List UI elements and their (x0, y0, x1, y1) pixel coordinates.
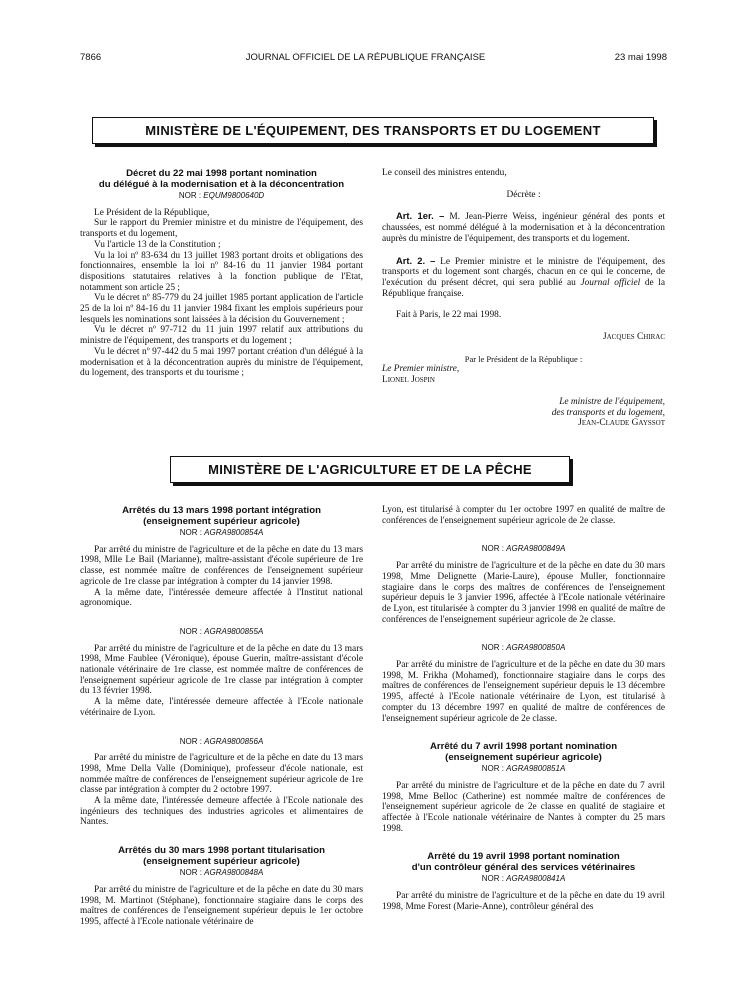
arrete-title-line2: (enseignement supérieur agricole) (143, 516, 300, 527)
article-2-label: Art. 2. – (396, 254, 436, 266)
arrete-nor (382, 764, 665, 775)
nor-code: AGRA9800854A (204, 528, 264, 537)
arrete-title-line1: Arrêté du 7 avril 1998 portant nomination (429, 741, 618, 753)
arrete-paragraph: A la même date, l'intéressée demeure affectée à l'Ecole nationale vétérinaire de Lyon. (80, 697, 363, 718)
decret-column-right (382, 168, 665, 429)
arrete-nor (80, 627, 363, 638)
arrete-paragraph: Par arrêté du ministre de l'agriculture et de la pêche en date du 30 mars 1998, M. Martinot (Stéphane), fonctionnaire stagiaire dans le corps des maîtres de conférences de l'enseignement supérieur depuis le 1er octobre 1995, affecté à l'Ecole nationale vétérinaire de (80, 884, 363, 927)
arrete-nor (80, 868, 363, 879)
decret-paragraph: Sur le rapport du Premier ministre et du ministre de l'équipement, des transports et du logement, (80, 218, 363, 240)
decret-paragraph: Vu le décret nº 97-712 du 11 juin 1997 relatif aux attributions du ministre de l'équipement, des transports et du logement ; (80, 325, 363, 347)
article-1-label: Art. 1er. – (396, 210, 445, 222)
arrete-title-line1: Arrêté du 19 avril 1998 portant nomination (427, 851, 620, 863)
arrete-nor (382, 544, 665, 555)
decret-title-line2: du délégué à la modernisation et à la déconcentration (98, 179, 345, 190)
decret-paragraph: Vu l'article 13 de la Constitution ; (94, 239, 221, 250)
ministry-heading-agriculture: MINISTÈRE DE L'AGRICULTURE ET DE LA PÊCHE (170, 456, 570, 483)
nor-code: AGRA9800849A (506, 544, 566, 554)
arrete-paragraph: Par arrêté du ministre de l'agriculture et de la pêche en date du 19 avril 1998, Mme Forest (Marie-Anne), contrôleur général des (382, 891, 665, 912)
arrete-paragraph: Lyon, est titularisé à compter du 1er octobre 1997 en qualité de maître de conférences de l'enseignement supérieur agricole de 2e classe. (382, 505, 665, 526)
article-2-journal: Journal officiel (580, 277, 641, 288)
nor-code: AGRA9800856A (204, 736, 264, 746)
page-number: 7866 (80, 52, 102, 63)
arrete-paragraph: Par arrêté du ministre de l'agriculture et de la pêche en date du 7 avril 1998, Mme Belloc (Catherine) est nommée maître de conférences de l'enseignement supérieur agricole de 2e classe en qualité de stagiaire et affectée à l'Ecole nationale vétérinaire de Nantes à compter du 25 mars 1998. (382, 780, 665, 834)
arrete-paragraph: Par arrêté du ministre de l'agriculture et de la pêche en date du 13 mars 1998, Mme Della Valle (Dominique), professeur d'école nationale, est nommée maître de conférences de l'enseignement supérieur agricole de 1re classe par intégration à compter du 2 octobre 1997. (80, 753, 363, 796)
signature-ministre-equipement: Jean-Claude Gayssot (578, 418, 665, 429)
decret-column-left (80, 168, 363, 379)
arrete-nor (382, 874, 665, 885)
arrete-paragraph: A la même date, l'intéressée demeure affectée à l'Institut national agronomique. (80, 587, 363, 609)
article-2-end: de la République française. (382, 277, 666, 299)
nor-code: AGRA9800855A (204, 626, 264, 636)
nor-label: NOR : (481, 643, 507, 653)
ministre-equipement-line1: Le ministre de l'équipement, (559, 396, 665, 407)
nor-label: NOR : (481, 544, 507, 554)
nor-label: NOR : (179, 868, 205, 878)
arrete-nor (382, 643, 665, 654)
decret-nor (80, 191, 363, 202)
nor-code: AGRA9800841A (506, 874, 566, 884)
nor-label: NOR : (481, 874, 507, 884)
arrete-nor (80, 737, 363, 748)
arrete-paragraph: Par arrêté du ministre de l'agriculture et de la pêche en date du 13 mars 1998, Mme Faublee (Véronique), épouse Guerin, maître-assistant d'école nationale vétérinaire de 1re classe, est nommée maître de conférences de l'enseignement supérieur agricole de 1re classe par intégration à compter du 13 février 1998. (80, 643, 363, 697)
agriculture-column-left (80, 505, 363, 928)
decret-paragraph: Le conseil des ministres entendu, (382, 168, 507, 178)
premier-ministre-label: Le Premier ministre, (382, 364, 460, 375)
arrete-title-line1: Arrêtés du 30 mars 1998 portant titularisation (118, 845, 325, 857)
article-2-text: Le Premier ministre et le ministre de l'équipement, des transports et du logement sont chargés, chacun en ce qui le concerne, de l'exécution du présent décret, qui sera publié au (382, 256, 666, 288)
signature-premier-ministre: Lionel Jospin (382, 375, 435, 386)
journal-title: JOURNAL OFFICIEL DE LA RÉPUBLIQUE FRANÇAISE (245, 52, 486, 63)
nor-label: NOR : (178, 191, 204, 200)
nor-label: NOR : (179, 736, 205, 746)
decret-paragraph: Vu le décret nº 97-442 du 5 mai 1997 portant création d'un délégué à la modernisation et à la déconcentration auprès du ministre de l'équipement, du logement, des transports et du tourisme ; (80, 346, 363, 379)
ministre-equipement-line2: des transports et du logement, (551, 407, 665, 418)
article-2 (382, 256, 665, 300)
agriculture-column-right (382, 505, 665, 913)
article-1-text: M. Jean-Pierre Weiss, ingénieur général des ponts et chaussées, est nommé délégué à la modernisation et à la déconcentration auprès du ministre de l'équipement, des transports et du logement. (382, 212, 666, 244)
fait-a-paris: Fait à Paris, le 22 mai 1998. (396, 310, 502, 321)
issue-date: 23 mai 1998 (614, 52, 667, 63)
arrete-title-line2: d'un contrôleur général des services vétérinaires (411, 862, 636, 874)
nor-code: AGRA9800850A (506, 643, 566, 653)
nor-code: AGRA9800848A (204, 868, 264, 878)
decrete-line: Décrète : (506, 189, 541, 200)
article-1 (382, 211, 665, 244)
nor-label: NOR : (179, 626, 205, 636)
decret-title-line1: Décret du 22 mai 1998 portant nomination (126, 168, 317, 179)
nor-label: NOR : (481, 764, 507, 774)
signature-president: Jacques Chirac (602, 332, 665, 343)
arrete-title-line1: Arrêtés du 13 mars 1998 portant intégration (122, 505, 321, 516)
nor-code: EQUM9800640D (203, 191, 265, 200)
decret-paragraph: Le Président de la République, (94, 207, 210, 218)
decret-paragraph: Vu la loi nº 83-634 du 13 juillet 1983 portant droits et obligations des fonctionnaires, ensemble la loi nº 84-16 du 11 janvier 1984 portant dispositions statutaires relatives à la fonction publique de l'Etat, notamment son article 25 ; (80, 250, 363, 293)
arrete-nor (80, 528, 363, 539)
arrete-paragraph: A la même date, l'intéressée demeure affectée à l'Ecole nationale des ingénieurs des techniques des industries agricoles et alimentaires de Nantes. (80, 796, 363, 828)
par-le-president: Par le Président de la République : (464, 353, 583, 364)
nor-code: AGRA9800851A (506, 764, 566, 774)
arrete-title-line2: (enseignement supérieur agricole) (143, 856, 300, 868)
nor-label: NOR : (179, 528, 205, 537)
arrete-paragraph: Par arrêté du ministre de l'agriculture et de la pêche en date du 30 mars 1998, Mme Delignette (Marie-Laure), épouse Muller, fonctionnaire stagiaire dans le corps des maîtres de conférences de l'enseignement supérieur depuis le 3 janvier 1996, affectée à l'Ecole nationale vétérinaire de Lyon, est titularisée à compter du 3 janvier 1998 en qualité de maître de conférences de l'enseignement supérieur agricole de 2e classe. (382, 561, 665, 625)
arrete-paragraph: Par arrêté du ministre de l'agriculture et de la pêche en date du 30 mars 1998, M. Frikha (Mohamed), fonctionnaire stagiaire dans le corps des maîtres de conférences de l'enseignement supérieur depuis le 13 décembre 1995, affecté à l'Ecole nationale vétérinaire de Lyon, est titularisé à compter du 13 décembre 1997 en qualité de maître de conférences de l'enseignement supérieur agricole de 2e classe. (382, 660, 665, 724)
arrete-paragraph: Par arrêté du ministre de l'agriculture et de la pêche en date du 13 mars 1998, Mlle Le Bail (Marianne), maître-assistant d'école supérieure de 1re classe, est nommée maître de conférences de l'enseignement supérieur agricole de 1re classe par intégration à compter du 14 janvier 1998. (80, 544, 363, 587)
decret-paragraph: Vu le décret nº 85-779 du 24 juillet 1985 portant application de l'article 25 de la loi nº 84-16 du 11 janvier 1984 fixant les emplois supérieurs pour lesquels les nominations sont laissées à la décision du Gouvernement ; (80, 293, 363, 325)
ministry-heading-equipement: MINISTÈRE DE L'ÉQUIPEMENT, DES TRANSPORTS ET DU LOGEMENT (92, 117, 654, 144)
arrete-title-line2: (enseignement supérieur agricole) (445, 752, 602, 764)
